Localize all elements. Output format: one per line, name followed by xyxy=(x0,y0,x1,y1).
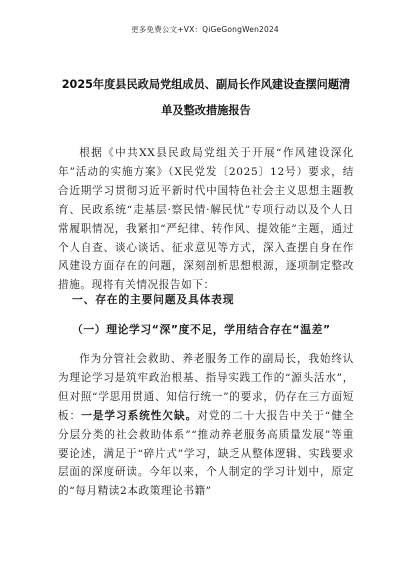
header-note: 更多免费公文+VX：QiGeGongWen2024 xyxy=(131,25,279,34)
subsection-heading: （一）理论学习“深”度不足，学用结合存在“温差” xyxy=(72,323,331,336)
intro-paragraph: 根据《中共XX县民政局党组关于开展“作风建设深化年”活动的实施方案》（X民党发〔2025〕12号）要求，结合近期学习贯彻习近平新时代中国特色社会主义思想主题教育、民政系统“走基层·察民情·解民忧”专项行动以及个人日常履职情况，我紧扣“严纪律、转作风、提效能”主题，通过个人自查、谈心谈话、征求意见等方式，深入查摆自身在作风建设方面存在的问题，深刻剖析思想根源，逐项制定整改措施。现将有关情况报告如下： xyxy=(58,147,354,292)
paragraph-text-1: 作为分管社会救助、养老服务工作的副局长，我始终认为理论学习是筑牢政治根基、指导实践工作的“源头活水”，但对照“学思用贯通、知信行统一”的要求，仍存在三方面短板： xyxy=(58,353,354,422)
problem-section xyxy=(58,350,354,501)
document-title xyxy=(58,72,354,124)
section-heading: 一、存在的主要问题及具体表现 xyxy=(72,293,235,306)
title-line-1: 2025年度县民政局党组成员、副局长作风建设查摆问题清 xyxy=(61,78,351,91)
intro-section xyxy=(58,144,354,295)
paragraph-text-2: 对党的二十大报告中关于“健全分层分类的社会救助体系”“推动养老服务高质量发展”等重要论述，满足于“碎片式”学习，缺乏从整体逻辑、实践要求层面的深度研读。今年以来，个人制定的学习计划中，原定的“每月精读2本政策理论书籍” xyxy=(58,409,355,498)
title-line-2: 单及整改措施报告 xyxy=(161,104,251,117)
paragraph-bold-point: 一是学习系统性欠缺。 xyxy=(81,409,198,422)
problem-paragraph xyxy=(58,350,354,501)
